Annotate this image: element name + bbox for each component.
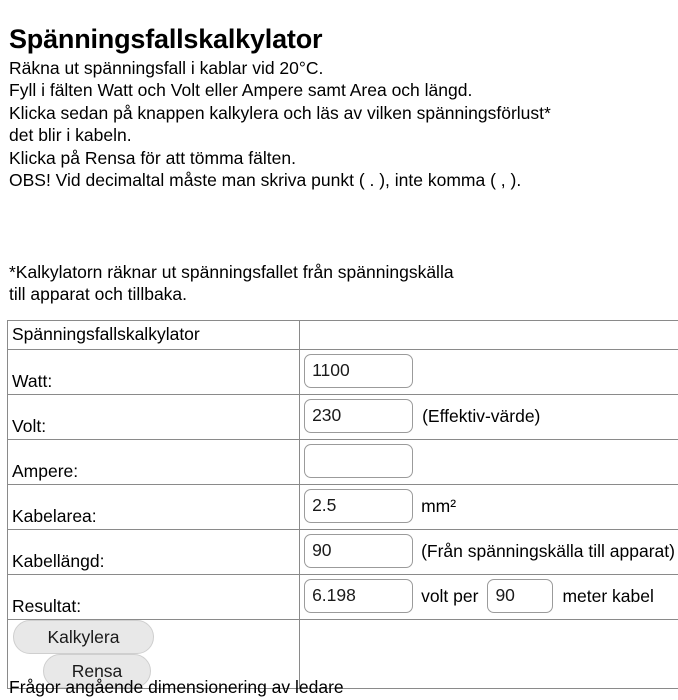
area-input[interactable] [304, 489, 413, 523]
result-unit-label: volt per [421, 585, 479, 606]
volt-suffix: (Effektiv-värde) [422, 405, 541, 426]
volt-label-cell [8, 395, 300, 440]
result-length-input[interactable] [487, 579, 553, 613]
table-row-length [8, 530, 678, 575]
footnote-paragraph [9, 261, 609, 306]
watt-input[interactable] [304, 354, 413, 388]
result-output-input[interactable] [304, 579, 413, 613]
calculate-button[interactable]: Kalkylera [13, 620, 154, 654]
area-field-cell [300, 485, 678, 530]
ampere-field-cell [300, 440, 678, 485]
table-row-volt [8, 395, 678, 440]
intro-paragraph [9, 57, 569, 191]
length-label-cell [8, 530, 300, 575]
length-label: Kabellängd: [12, 551, 105, 571]
result-label: Resultat: [12, 596, 82, 616]
length-input[interactable] [304, 534, 413, 568]
intro-line-4: Klicka på Rensa för att tömma fälten. [9, 147, 296, 168]
volt-input[interactable] [304, 399, 413, 433]
footnote-line-2: till apparat och tillbaka. [9, 284, 188, 305]
result-label-cell [8, 575, 300, 620]
buttons-empty-cell [300, 620, 678, 689]
table-row-result [8, 575, 678, 620]
result-trailing-label: meter kabel [562, 585, 654, 606]
watt-label-cell [8, 350, 300, 395]
intro-line-2: Fyll i fälten Watt och Volt eller Ampere samt Area och längd. [9, 80, 473, 101]
volt-field-cell [300, 395, 678, 440]
table-row-header [8, 321, 678, 350]
area-label-cell [8, 485, 300, 530]
table-row-area [8, 485, 678, 530]
table-header-label: Spänningsfallskalkylator [12, 324, 200, 344]
watt-field-cell [300, 350, 678, 395]
watt-label: Watt: [12, 371, 53, 391]
ampere-input[interactable] [304, 444, 413, 478]
table-row-ampere [8, 440, 678, 485]
footnote-line-1: *Kalkylatorn räknar ut spänningsfallet från spänningskälla [9, 262, 454, 282]
length-suffix: (Från spänningskälla till apparat) [421, 540, 675, 561]
ampere-label-cell [8, 440, 300, 485]
calculator-table [7, 320, 678, 689]
page-title: Spänningsfallskalkylator [9, 24, 323, 55]
result-field-cell [300, 575, 678, 620]
ampere-label: Ampere: [12, 461, 79, 481]
intro-line-1: Räkna ut spänningsfall i kablar vid 20°C. [9, 58, 324, 78]
clear-button[interactable]: Rensa [43, 654, 151, 688]
length-field-cell [300, 530, 678, 575]
bottom-link-text[interactable]: Frågor angående dimensionering av ledare [9, 677, 344, 697]
area-unit-label: mm² [421, 495, 457, 516]
table-row-watt [8, 350, 678, 395]
volt-label: Volt: [12, 416, 47, 436]
table-header-label-cell [8, 321, 300, 350]
intro-line-3: Klicka sedan på knappen kalkylera och läs av vilken spänningsförlust* det blir i kabeln. [9, 102, 551, 146]
table-header-value-cell [300, 321, 678, 350]
intro-line-5: OBS! Vid decimaltal måste man skriva punkt ( . ), inte komma ( , ). [9, 170, 522, 191]
area-label: Kabelarea: [12, 506, 97, 526]
